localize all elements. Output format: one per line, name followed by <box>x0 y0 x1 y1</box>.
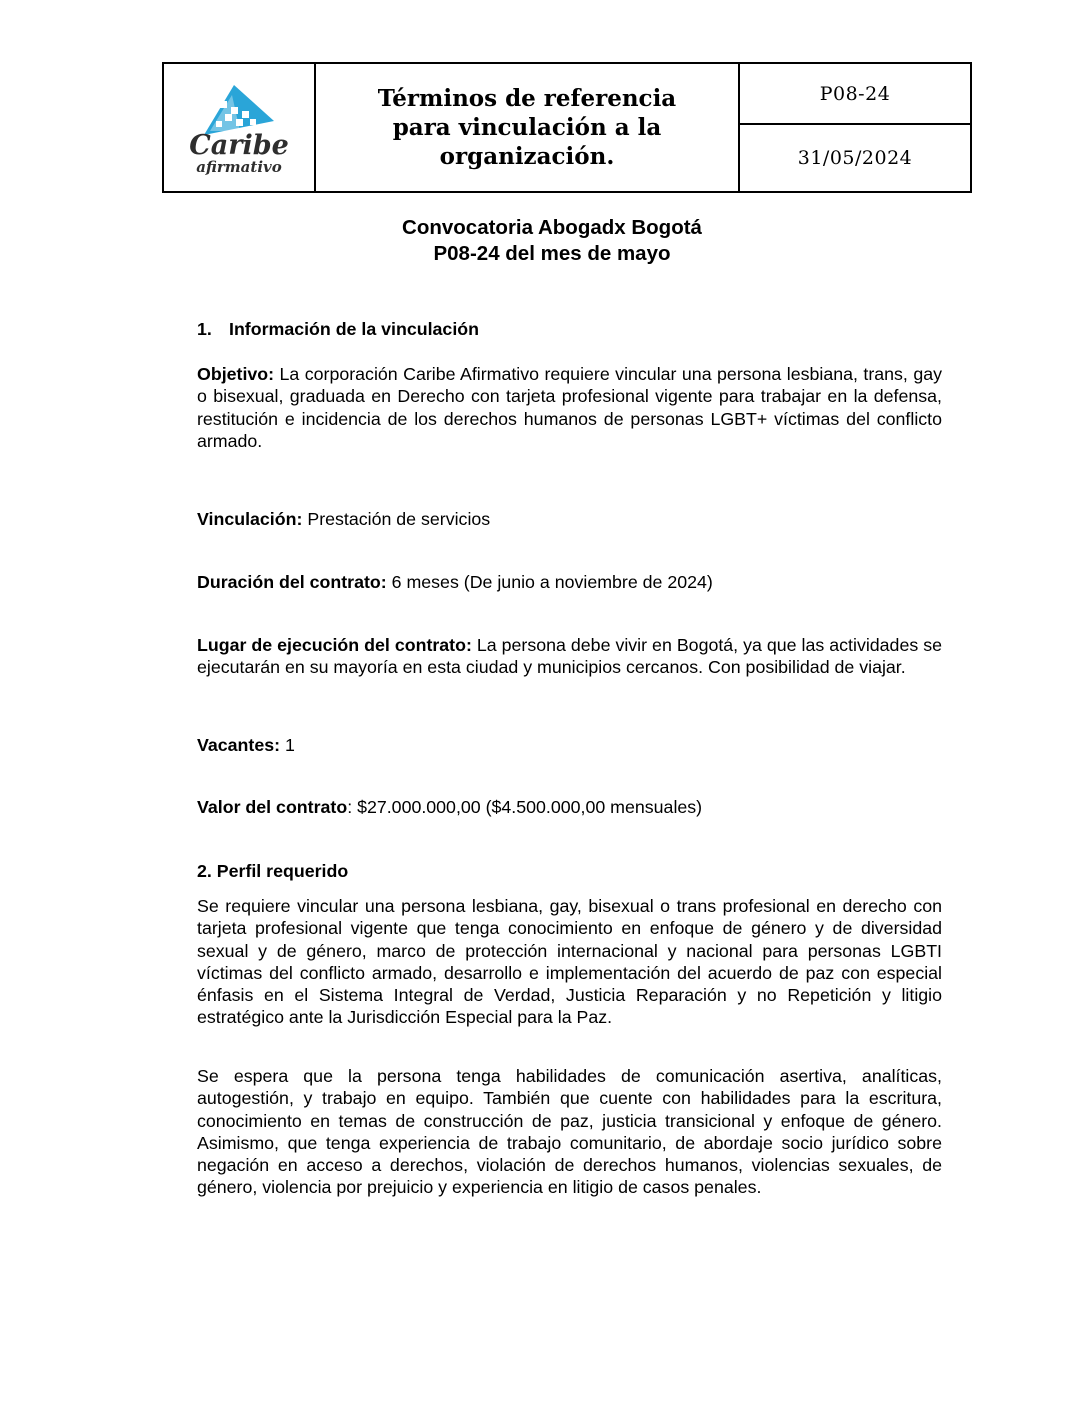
valor-label: Valor del contrato <box>197 797 348 817</box>
perfil-paragraph-2: Se espera que la persona tenga habilidades de comunicación asertiva, analíticas, autogestión, y trabajo en equipo. También que cuente con habilidades para la escritura, conocimiento en temas de construcción de paz, justicia transicional y enfoque de género. Asimismo, que tenga experiencia de trabajo comunitario, de abordaje socio jurídico sobre negación en acceso a derechos, violación de derechos humanos, violencias sexuales, de género, violencia por prejuicio y experiencia en litigio de casos penales. <box>197 1066 942 1198</box>
vacantes-label: Vacantes: <box>197 735 281 755</box>
lugar-value: La persona debe vivir en Bogotá, ya que las actividades se ejecutarán en su mayoría en esta ciudad y municipios cercanos. Con posibilidad de viajar. <box>197 635 943 678</box>
heading-line-2: P08-24 del mes de mayo <box>433 242 671 265</box>
document-date: 31/05/2024 <box>797 147 913 169</box>
logo-sub-text: afirmativo <box>196 157 282 176</box>
valor-value: : $27.000.000,00 ($4.500.000,00 mensuales) <box>347 797 703 817</box>
document-header-table <box>162 62 972 193</box>
perfil-paragraph-1: Se requiere vincular una persona lesbiana, gay, bisexual o trans profesional en derecho con tarjeta profesional vigente que tenga conocimiento en enfoque de género y de diversidad sexual y de género, marco de protección internacional y nacional para personas LGBTI víctimas del conflicto armado, desarrollo e implementación del acuerdo de paz con especial énfasis en el Sistema Integral de Verdad, Justicia Reparación y no Repetición y litigio estratégico ante la Jurisdicción Especial para la Paz. <box>197 896 942 1028</box>
vacantes-paragraph <box>197 734 942 756</box>
lugar-paragraph <box>197 634 942 679</box>
section-2-heading: 2. Perfil requerido <box>197 861 349 881</box>
vinculacion-value: Prestación de servicios <box>302 509 491 529</box>
duracion-label: Duración del contrato: <box>197 572 387 592</box>
page-heading <box>162 215 942 267</box>
document-title: Términos de referencia para vinculación a la organización. <box>377 85 677 170</box>
logo-cell <box>163 63 315 192</box>
duracion-value: 6 meses (De junio a noviembre de 2024) <box>386 572 713 592</box>
logo-triangle-icon <box>200 81 278 137</box>
heading-line-1: Convocatoria Abogadx Bogotá <box>402 216 702 239</box>
section-1-title: Información de la vinculación <box>229 319 479 339</box>
objetivo-label: Objetivo: <box>197 364 275 384</box>
objetivo-value: La corporación Caribe Afirmativo requiere vincular una persona lesbiana, trans, gay o bisexual, graduada en Derecho con tarjeta profesional vigente para trabajar en la defensa, restitución e incidencia de los derechos humanos de personas LGBT+ víctimas del conflicto armado. <box>197 364 942 451</box>
valor-paragraph <box>197 796 942 818</box>
date-cell <box>739 124 971 192</box>
section-1-heading <box>197 318 479 340</box>
vinculacion-paragraph <box>197 508 942 530</box>
document-code: P08-24 <box>819 82 891 105</box>
vinculacion-label: Vinculación: <box>197 509 303 529</box>
code-cell <box>739 63 971 124</box>
section-1-number: 1. <box>197 319 212 339</box>
duracion-paragraph <box>197 571 942 593</box>
vacantes-value: 1 <box>280 735 295 755</box>
lugar-label: Lugar de ejecución del contrato: <box>197 635 472 655</box>
title-cell <box>315 63 739 192</box>
caribe-afirmativo-logo <box>164 81 314 175</box>
logo-brand-text: Caribe <box>189 129 289 161</box>
objetivo-paragraph <box>197 363 942 452</box>
